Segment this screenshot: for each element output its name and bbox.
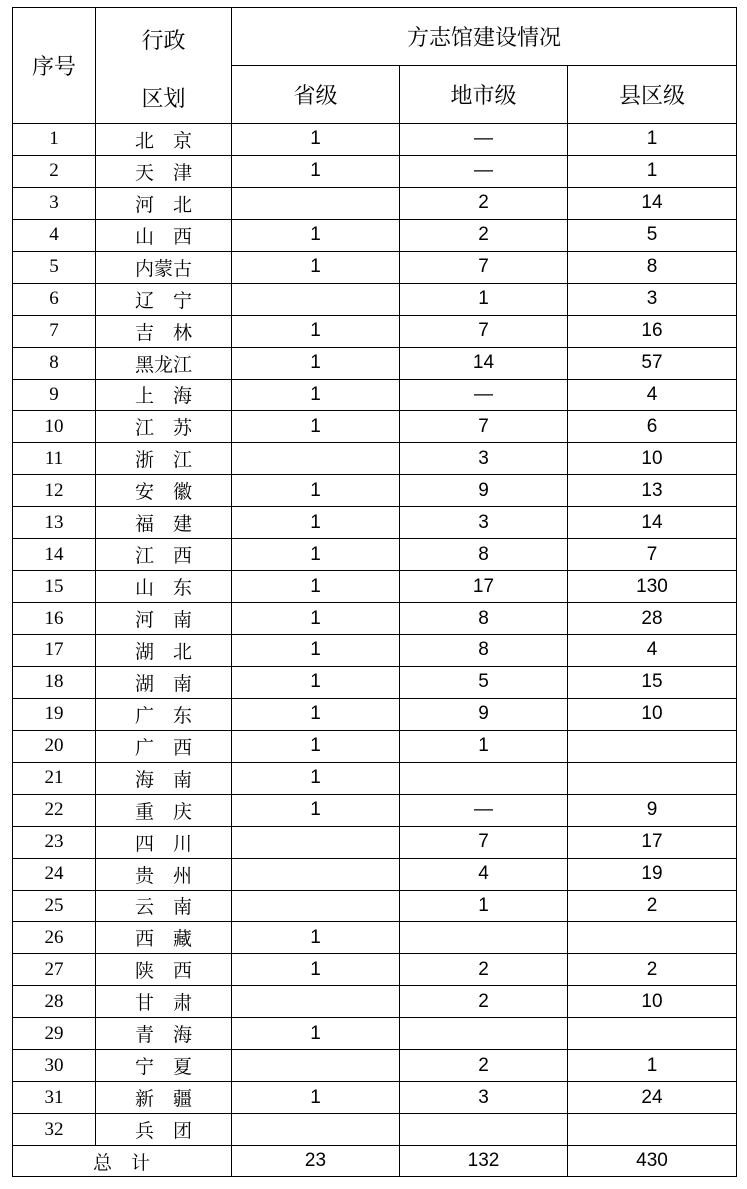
table-row: [13, 187, 737, 219]
row-county: 10: [568, 698, 737, 730]
row-city: 2: [400, 219, 568, 251]
row-county: [568, 762, 737, 794]
row-province: [232, 443, 400, 475]
table-row: [13, 379, 737, 411]
table-row: [13, 794, 737, 826]
row-county: 6: [568, 411, 737, 443]
row-index: 29: [13, 1018, 96, 1050]
row-city: 14: [400, 347, 568, 379]
table-row: [13, 124, 737, 156]
row-city: 9: [400, 698, 568, 730]
row-region: 福 建: [96, 507, 232, 539]
table-row: [13, 1018, 737, 1050]
row-region: 上 海: [96, 379, 232, 411]
row-region: 河 南: [96, 603, 232, 635]
row-region: 西 藏: [96, 922, 232, 954]
row-region: 广 东: [96, 698, 232, 730]
row-county: 10: [568, 443, 737, 475]
row-index: 9: [13, 379, 96, 411]
table-row: [13, 507, 737, 539]
row-province: 1: [232, 635, 400, 667]
table-row: [13, 603, 737, 635]
row-city: 2: [400, 986, 568, 1018]
row-index: 30: [13, 1050, 96, 1082]
row-region: 甘 肃: [96, 986, 232, 1018]
row-city: [400, 1018, 568, 1050]
table-row: [13, 858, 737, 890]
row-county: 7: [568, 539, 737, 571]
row-city: 2: [400, 1050, 568, 1082]
row-region: 河 北: [96, 187, 232, 219]
row-index: 25: [13, 890, 96, 922]
row-county: 17: [568, 826, 737, 858]
row-province: [232, 1050, 400, 1082]
table-row: [13, 251, 737, 283]
row-province: 1: [232, 315, 400, 347]
total-row: [13, 1146, 737, 1177]
row-county: 8: [568, 251, 737, 283]
table-row: [13, 730, 737, 762]
row-county: 14: [568, 507, 737, 539]
row-city: [400, 1114, 568, 1146]
row-county: 5: [568, 219, 737, 251]
row-index: 13: [13, 507, 96, 539]
row-county: 13: [568, 475, 737, 507]
row-region: 兵 团: [96, 1114, 232, 1146]
city-level-header: 地市级: [400, 66, 568, 124]
row-region: 湖 北: [96, 635, 232, 667]
row-index: 7: [13, 315, 96, 347]
table-row: [13, 890, 737, 922]
row-province: 1: [232, 571, 400, 603]
row-city: 7: [400, 826, 568, 858]
row-index: 28: [13, 986, 96, 1018]
region-header-line2: 区划: [141, 87, 186, 112]
province-level-header: 省级: [232, 66, 400, 124]
row-city: 9: [400, 475, 568, 507]
row-index: 15: [13, 571, 96, 603]
row-index: 21: [13, 762, 96, 794]
row-city: —: [400, 379, 568, 411]
row-province: [232, 1114, 400, 1146]
row-province: 1: [232, 379, 400, 411]
row-index: 8: [13, 347, 96, 379]
row-province: 1: [232, 954, 400, 986]
row-county: 4: [568, 635, 737, 667]
row-city: 3: [400, 1082, 568, 1114]
row-county: 15: [568, 666, 737, 698]
county-level-header: 县区级: [568, 66, 737, 124]
table-row: [13, 443, 737, 475]
row-city: 1: [400, 730, 568, 762]
row-index: 17: [13, 635, 96, 667]
row-index: 18: [13, 666, 96, 698]
table-row: [13, 411, 737, 443]
row-index: 23: [13, 826, 96, 858]
row-county: 130: [568, 571, 737, 603]
row-region: 四 川: [96, 826, 232, 858]
row-region: 宁 夏: [96, 1050, 232, 1082]
row-province: 1: [232, 730, 400, 762]
table-row: [13, 826, 737, 858]
row-county: 57: [568, 347, 737, 379]
row-province: 1: [232, 1082, 400, 1114]
row-city: 8: [400, 539, 568, 571]
row-city: 8: [400, 603, 568, 635]
row-index: 27: [13, 954, 96, 986]
table-row: [13, 635, 737, 667]
row-index: 16: [13, 603, 96, 635]
row-region: 贵 州: [96, 858, 232, 890]
row-province: 1: [232, 251, 400, 283]
row-county: 1: [568, 1050, 737, 1082]
row-province: [232, 283, 400, 315]
row-province: 1: [232, 922, 400, 954]
row-county: 1: [568, 155, 737, 187]
total-label: 总 计: [13, 1146, 232, 1177]
row-index: 26: [13, 922, 96, 954]
table-row: [13, 954, 737, 986]
row-province: 1: [232, 155, 400, 187]
row-county: 10: [568, 986, 737, 1018]
row-region: 江 苏: [96, 411, 232, 443]
row-index: 10: [13, 411, 96, 443]
table-row: [13, 762, 737, 794]
row-county: [568, 1018, 737, 1050]
library-construction-table: [12, 7, 737, 1177]
row-city: 17: [400, 571, 568, 603]
row-province: 1: [232, 1018, 400, 1050]
row-city: —: [400, 794, 568, 826]
row-region: 青 海: [96, 1018, 232, 1050]
row-county: 2: [568, 890, 737, 922]
row-province: 1: [232, 411, 400, 443]
row-province: [232, 826, 400, 858]
table-row: [13, 219, 737, 251]
row-region: 北 京: [96, 124, 232, 156]
row-index: 5: [13, 251, 96, 283]
row-province: [232, 986, 400, 1018]
row-region: 黑龙江: [96, 347, 232, 379]
row-index: 3: [13, 187, 96, 219]
row-city: 5: [400, 666, 568, 698]
row-city: 1: [400, 890, 568, 922]
row-province: [232, 187, 400, 219]
region-header: [96, 8, 232, 124]
row-province: 1: [232, 347, 400, 379]
row-county: 24: [568, 1082, 737, 1114]
table-body: [13, 124, 737, 1146]
row-index: 24: [13, 858, 96, 890]
table-row: [13, 666, 737, 698]
row-province: 1: [232, 219, 400, 251]
total-city: 132: [400, 1146, 568, 1177]
row-index: 31: [13, 1082, 96, 1114]
table-row: [13, 315, 737, 347]
row-region: 辽 宁: [96, 283, 232, 315]
table-row: [13, 571, 737, 603]
table-row: [13, 539, 737, 571]
row-province: 1: [232, 762, 400, 794]
row-region: 广 西: [96, 730, 232, 762]
row-region: 天 津: [96, 155, 232, 187]
row-region: 浙 江: [96, 443, 232, 475]
table-row: [13, 922, 737, 954]
row-county: [568, 730, 737, 762]
row-county: 16: [568, 315, 737, 347]
row-city: 3: [400, 443, 568, 475]
row-province: 1: [232, 794, 400, 826]
row-province: [232, 858, 400, 890]
table-row: [13, 986, 737, 1018]
row-province: 1: [232, 539, 400, 571]
row-region: 海 南: [96, 762, 232, 794]
row-county: 3: [568, 283, 737, 315]
row-city: [400, 762, 568, 794]
row-city: —: [400, 124, 568, 156]
row-province: 1: [232, 475, 400, 507]
row-county: [568, 1114, 737, 1146]
row-region: 内蒙古: [96, 251, 232, 283]
row-county: [568, 922, 737, 954]
row-index: 19: [13, 698, 96, 730]
table-row: [13, 698, 737, 730]
row-city: 4: [400, 858, 568, 890]
table-row: [13, 475, 737, 507]
row-region: 云 南: [96, 890, 232, 922]
region-header-line1: 行政: [141, 29, 186, 54]
row-region: 湖 南: [96, 666, 232, 698]
table-row: [13, 155, 737, 187]
row-city: —: [400, 155, 568, 187]
table-row: [13, 1050, 737, 1082]
row-region: 新 疆: [96, 1082, 232, 1114]
index-header: 序号: [13, 8, 96, 124]
row-region: 吉 林: [96, 315, 232, 347]
row-city: 3: [400, 507, 568, 539]
row-county: 9: [568, 794, 737, 826]
row-province: 1: [232, 603, 400, 635]
row-index: 11: [13, 443, 96, 475]
row-city: 7: [400, 315, 568, 347]
row-city: 2: [400, 954, 568, 986]
row-index: 22: [13, 794, 96, 826]
row-region: 江 西: [96, 539, 232, 571]
row-province: [232, 890, 400, 922]
row-province: 1: [232, 124, 400, 156]
total-province: 23: [232, 1146, 400, 1177]
row-city: 2: [400, 187, 568, 219]
row-county: 14: [568, 187, 737, 219]
row-region: 安 徽: [96, 475, 232, 507]
table-row: [13, 1082, 737, 1114]
row-province: 1: [232, 507, 400, 539]
row-index: 2: [13, 155, 96, 187]
row-province: 1: [232, 698, 400, 730]
group-header: 方志馆建设情况: [232, 8, 737, 66]
row-index: 12: [13, 475, 96, 507]
row-region: 山 西: [96, 219, 232, 251]
row-county: 1: [568, 124, 737, 156]
row-region: 山 东: [96, 571, 232, 603]
row-county: 2: [568, 954, 737, 986]
total-county: 430: [568, 1146, 737, 1177]
row-index: 14: [13, 539, 96, 571]
row-region: 重 庆: [96, 794, 232, 826]
table-row: [13, 347, 737, 379]
row-county: 19: [568, 858, 737, 890]
row-city: 1: [400, 283, 568, 315]
row-county: 4: [568, 379, 737, 411]
row-city: 7: [400, 411, 568, 443]
row-index: 4: [13, 219, 96, 251]
table-row: [13, 283, 737, 315]
row-index: 1: [13, 124, 96, 156]
row-province: 1: [232, 666, 400, 698]
row-index: 6: [13, 283, 96, 315]
row-region: 陕 西: [96, 954, 232, 986]
row-index: 32: [13, 1114, 96, 1146]
row-city: [400, 922, 568, 954]
table-row: [13, 1114, 737, 1146]
row-index: 20: [13, 730, 96, 762]
row-county: 28: [568, 603, 737, 635]
row-city: 8: [400, 635, 568, 667]
row-city: 7: [400, 251, 568, 283]
